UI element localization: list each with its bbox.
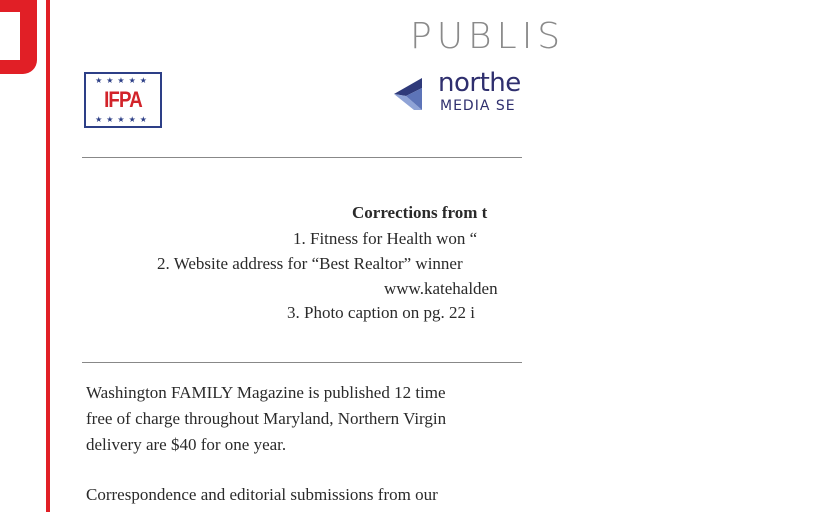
ifpa-logo-text: IFPA xyxy=(104,87,142,112)
section-divider-top xyxy=(82,157,522,158)
correction-item-2: 2. Website address for “Best Realtor” winner xyxy=(157,254,463,273)
red-vertical-rule xyxy=(46,0,50,512)
red-letter-fragment-top xyxy=(0,0,37,12)
publication-info-line-2: free of charge throughout Maryland, Northern Virgin xyxy=(86,409,447,428)
ifpa-stars-bottom: ★★★★★ xyxy=(95,115,151,124)
section-divider-bottom xyxy=(82,362,522,363)
corrections-title: Corrections from t xyxy=(352,203,488,222)
northern-media-name: northe xyxy=(438,68,521,98)
publication-info-line-3: delivery are $40 for one year. xyxy=(86,435,287,454)
northern-media-logo-icon xyxy=(392,74,432,114)
red-letter-notch xyxy=(0,12,20,60)
publication-info-line-1: Washington FAMILY Magazine is published 12 time xyxy=(86,383,446,402)
ifpa-logo xyxy=(84,72,162,128)
correspondence-line-1: Correspondence and editorial submissions from our xyxy=(86,485,438,504)
northern-media-subtitle: MEDIA SE xyxy=(440,98,516,114)
correction-item-3: 3. Photo caption on pg. 22 i xyxy=(287,303,475,322)
correction-item-1: 1. Fitness for Health won “ xyxy=(293,229,478,248)
ifpa-stars-top: ★★★★★ xyxy=(95,76,151,85)
publisher-heading: PUBLIS xyxy=(410,16,566,57)
correction-item-2-url: www.katehalden xyxy=(384,279,498,298)
